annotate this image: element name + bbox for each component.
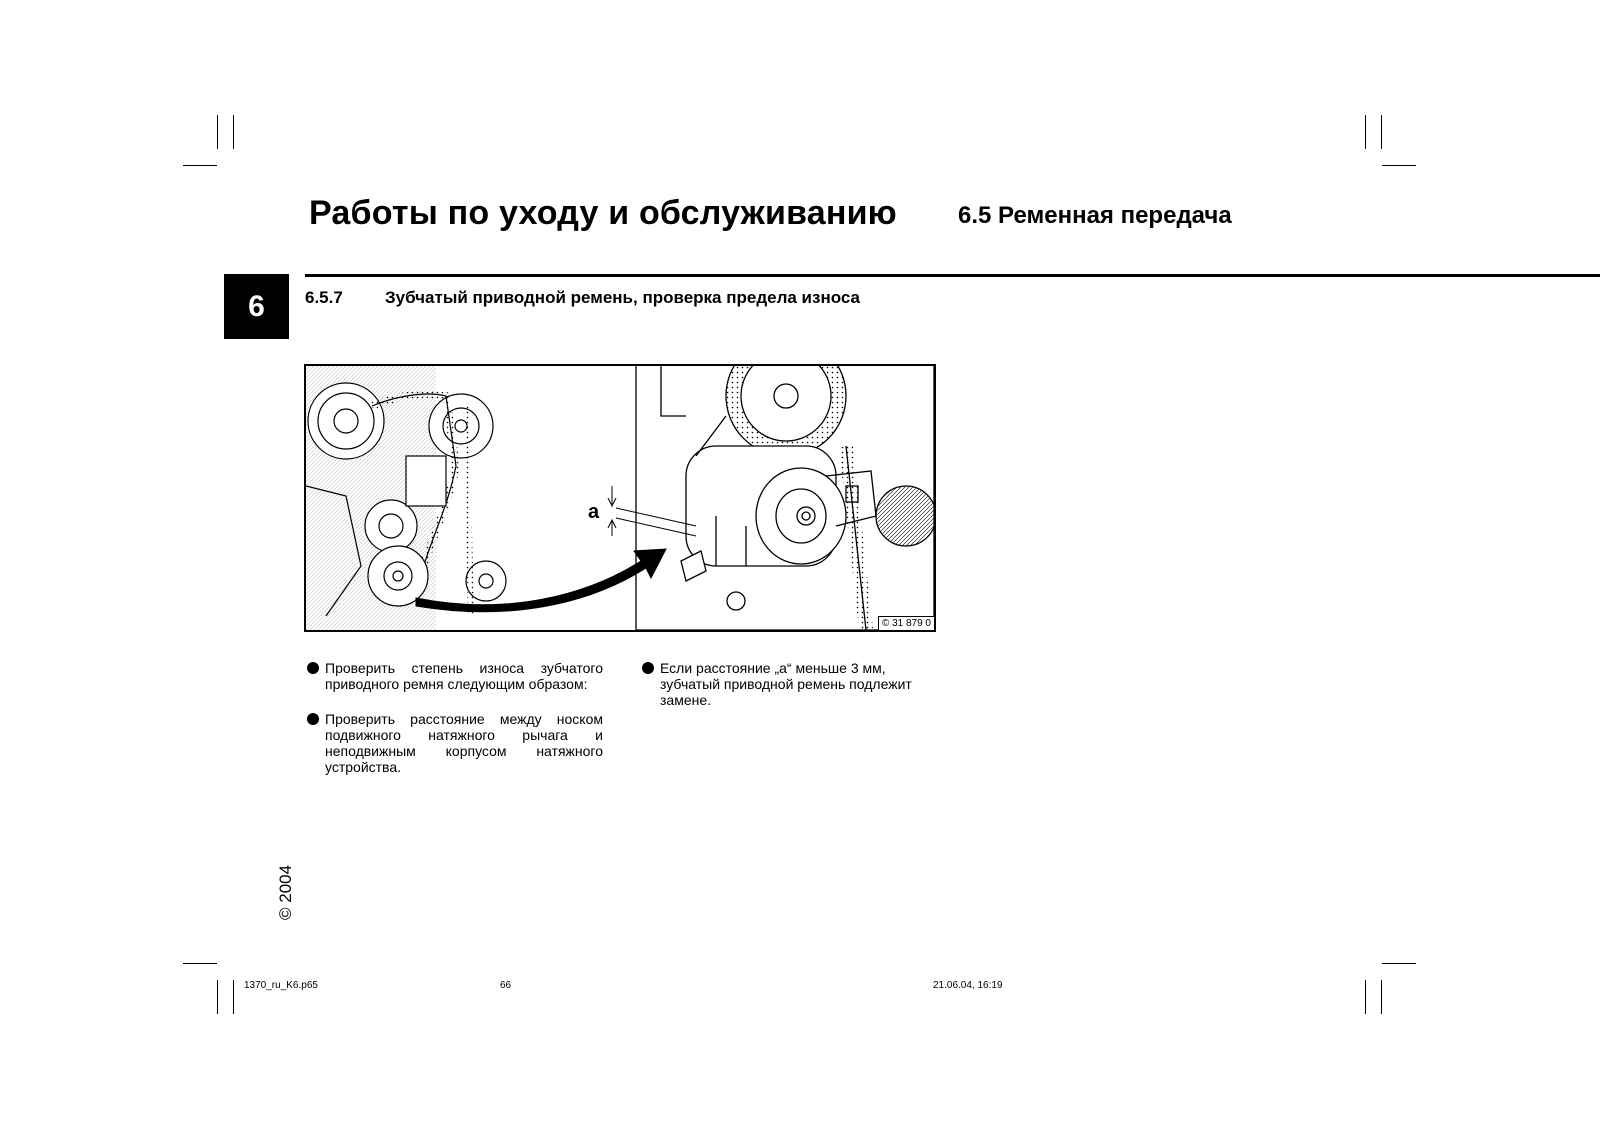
bullet-item: [307, 711, 603, 775]
header-rule: [305, 274, 1600, 277]
bullet-dot: [307, 662, 319, 674]
bullet-text: Если расстояние „a“ меньше 3 мм, зубчатый приводной ремень подлежит замене.: [660, 660, 912, 708]
crop-mark: [217, 980, 218, 1014]
engine-overview: [306, 366, 506, 630]
subsection-number: 6.5.7: [305, 288, 343, 307]
footer-page-number: 66: [500, 980, 512, 991]
footer-date: 21.06.04, 16:19: [933, 980, 1003, 991]
section-title: 6.5 Ременная передача: [958, 202, 1232, 229]
page-title: Работы по уходу и обслуживанию: [309, 194, 897, 232]
crop-mark: [1382, 165, 1416, 166]
bullet-item: [642, 660, 914, 708]
crop-mark: [1365, 115, 1366, 149]
dimension-label-a: a: [588, 501, 600, 523]
crop-mark: [1365, 980, 1366, 1014]
zoom-arrow: [416, 549, 666, 612]
crop-mark: [233, 115, 234, 149]
figure-reference: © 31 879 0: [878, 616, 934, 630]
bullet-item: [307, 660, 603, 692]
subsection-title: Зубчатый приводной ремень, проверка предела износа: [385, 288, 861, 307]
engine-illustration: [306, 366, 934, 630]
bullet-text: Проверить расстояние между носком подвижного натяжного рычага и неподвижным корпусом натяжного устройства.: [325, 711, 603, 775]
crop-mark: [1381, 980, 1382, 1014]
crop-mark: [183, 963, 217, 964]
footer-filename: 1370_ru_K6.p65: [244, 980, 318, 991]
crop-mark: [1382, 963, 1416, 964]
chapter-tab: 6: [224, 274, 289, 339]
crop-mark: [183, 165, 217, 166]
crop-mark: [233, 980, 234, 1014]
bullet-dot: [642, 662, 654, 674]
bullet-dot: [307, 713, 319, 725]
engine-belt-figure: [304, 364, 936, 632]
crop-mark: [1381, 115, 1382, 149]
tensioner-detail: [608, 366, 934, 630]
crop-mark: [217, 115, 218, 149]
copyright: © 2004: [276, 864, 295, 920]
bullet-text: Проверить степень износа зубчатого приводного ремня следующим образом:: [325, 660, 603, 692]
